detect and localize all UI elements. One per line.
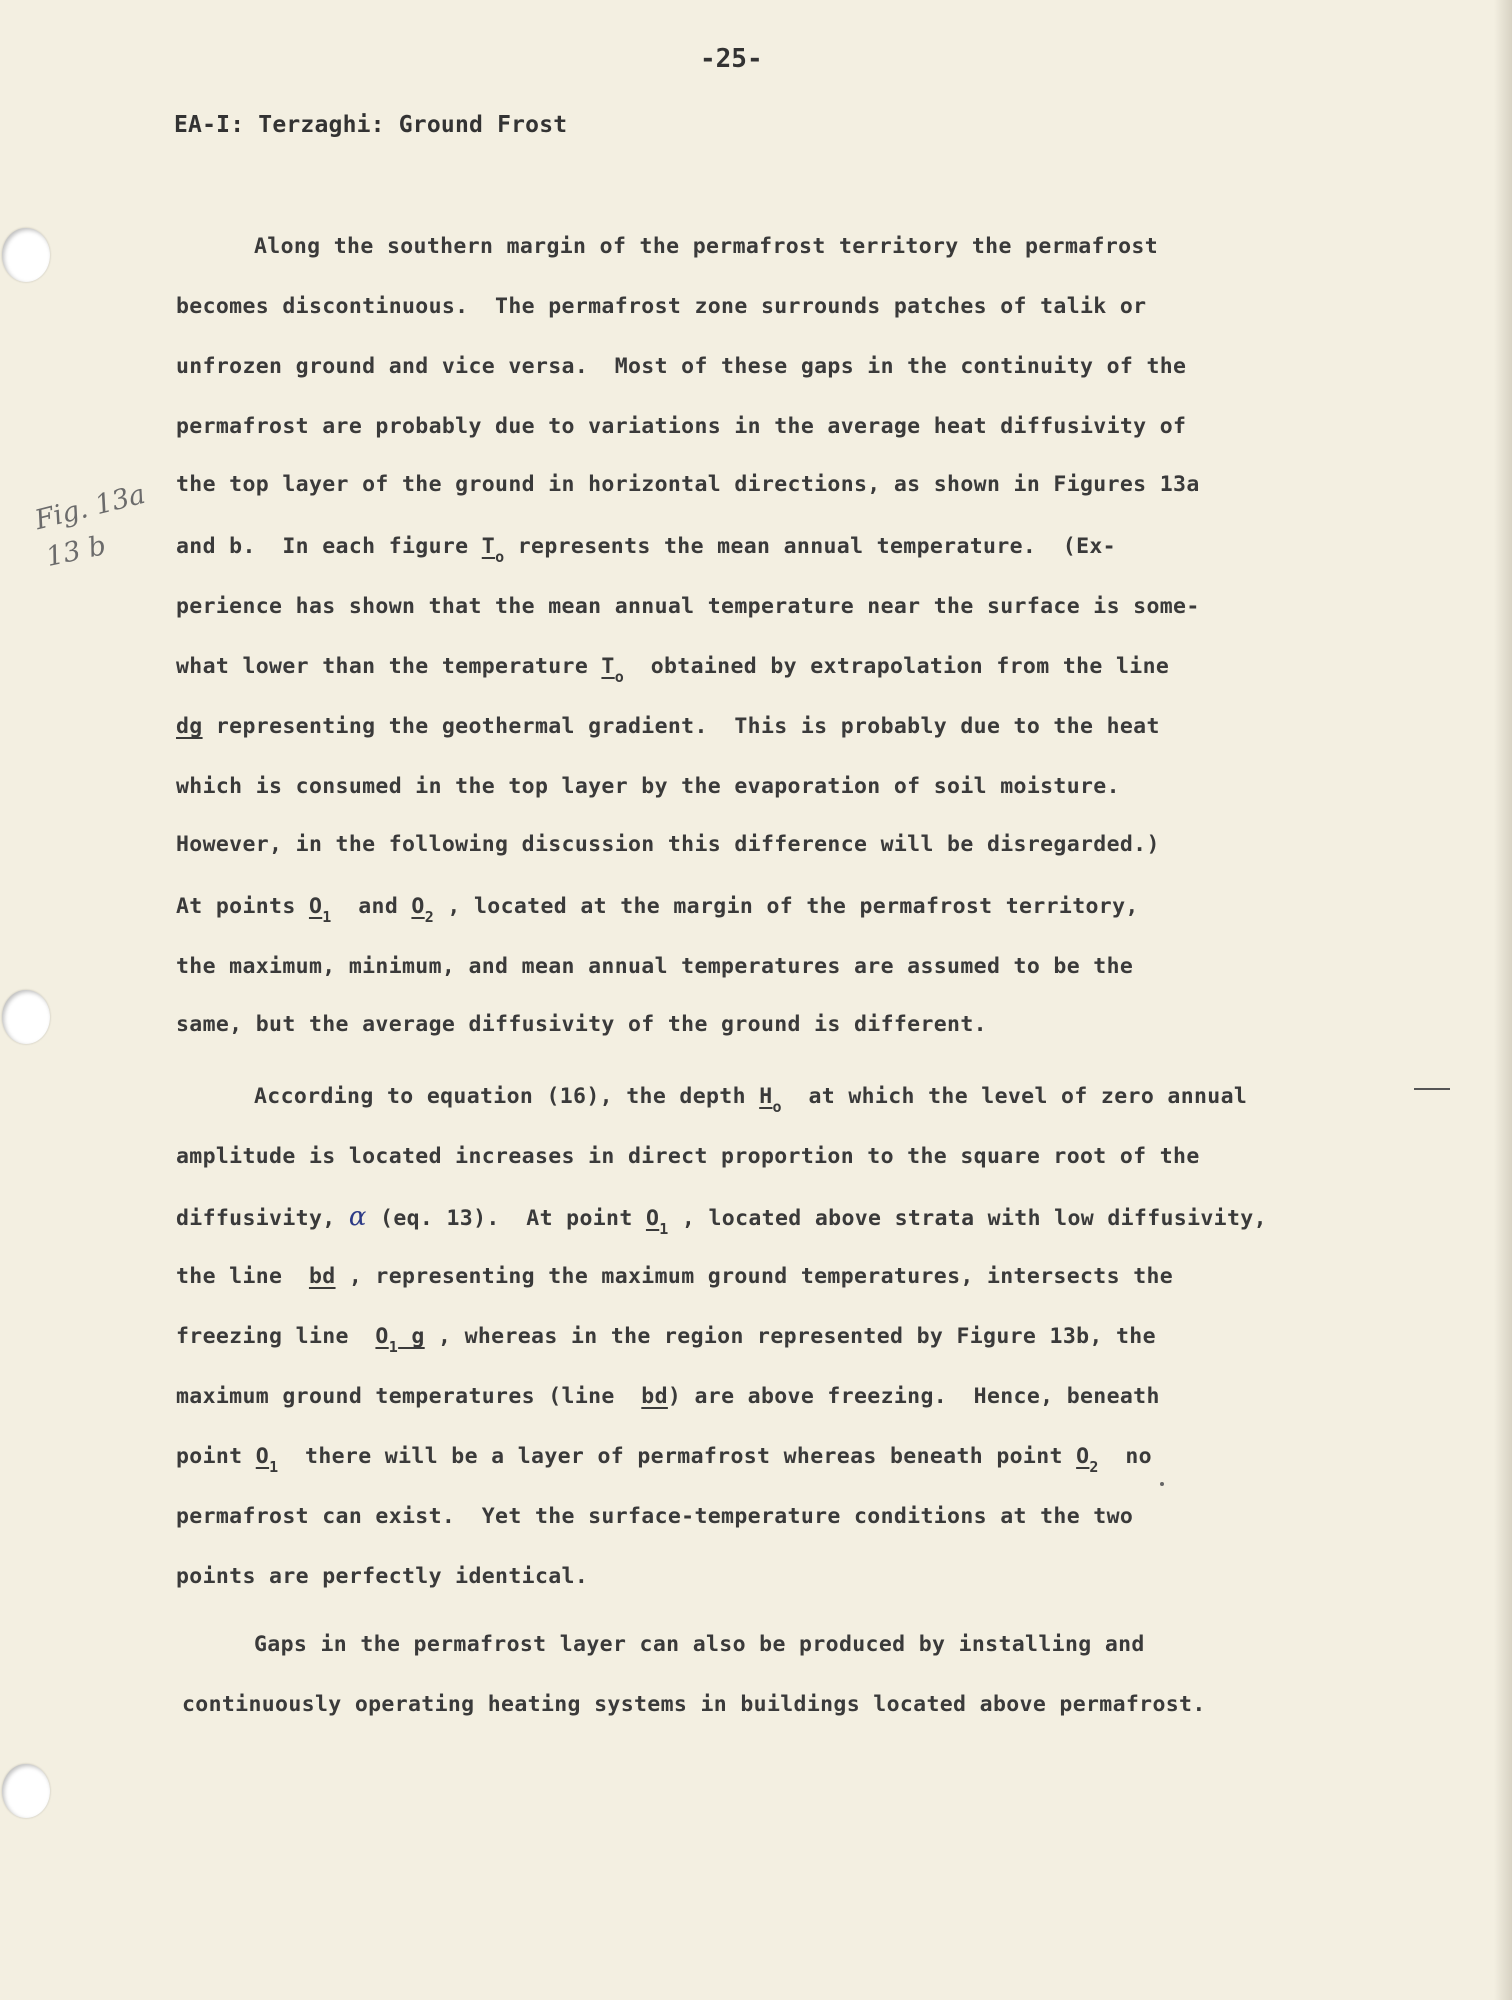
symbol-bd: bd [308, 1264, 336, 1289]
text-line: dg representing the geothermal gradient. This is probably due to the heat [176, 714, 1160, 739]
text-line: the line bd , representing the maximum ground temperatures, intersects the [176, 1264, 1174, 1289]
symbol-T: T [481, 534, 496, 559]
text-line: becomes discontinuous. The permafrost zone surrounds patches of talik or [176, 294, 1147, 319]
symbol-bd: bd [641, 1384, 668, 1409]
symbol-O1: O [308, 894, 323, 919]
text-line: continuously operating heating systems in buildings located above permafrost. [182, 1692, 1206, 1717]
text-line: and b. In each figure $T_o$ represents the mean annual temperature. (Ex- [176, 534, 1116, 566]
text-line: diffusivity, α (eq. 13). At point $O_1$ , located above strata with low diffusivity, [176, 1202, 1267, 1238]
margin-note-line2: 13 b [43, 530, 109, 573]
symbol-T: T [601, 654, 615, 679]
page-number: -25- [700, 44, 763, 74]
alpha-symbol: α [348, 1202, 367, 1232]
symbol-O2: O [411, 894, 425, 919]
symbol-O1: O [255, 1444, 270, 1469]
text-line: Gaps in the permafrost layer can also be produced by installing and [254, 1632, 1145, 1657]
text-line: permafrost can exist. Yet the surface-temperature conditions at the two [176, 1504, 1134, 1529]
text-line: amplitude is located increases in direct proportion to the square root of the [176, 1144, 1200, 1169]
binder-hole-middle [2, 990, 50, 1044]
text-line: permafrost are probably due to variations in the average heat diffusivity of [176, 414, 1187, 439]
page-edge-shadow [1494, 0, 1512, 2000]
margin-dash-mark [1414, 1088, 1450, 1090]
text-line: points are perfectly identical. [176, 1564, 589, 1589]
text-line: freezing line $O_1$ g , whereas in the region represented by Figure 13b, the [176, 1324, 1156, 1356]
text-line: Along the southern margin of the permafrost territory the permafrost [254, 234, 1158, 259]
binder-hole-top [2, 228, 50, 282]
text-line: which is consumed in the top layer by the evaporation of soil moisture. [176, 774, 1120, 799]
text-line: the top layer of the ground in horizontal directions, as shown in Figures 13a [176, 472, 1200, 497]
text-line: maximum ground temperatures (line bd) are above freezing. Hence, beneath [176, 1384, 1160, 1409]
symbol-O1: O [645, 1206, 660, 1231]
page-heading: EA-I: Terzaghi: Ground Frost [174, 112, 568, 138]
symbol-H: H [759, 1084, 773, 1109]
binder-hole-bottom [2, 1764, 50, 1818]
text-line: unfrozen ground and vice versa. Most of these gaps in the continuity of the [176, 354, 1187, 379]
text-line: point $O_1$ there will be a layer of permafrost whereas beneath point $O_2$ no [176, 1444, 1152, 1476]
text-line: At points $O_1$ and $O_2$ , located at the margin of the permafrost territory, [176, 894, 1139, 926]
text-line: what lower than the temperature $T_o$ obtained by extrapolation from the line [176, 654, 1170, 686]
margin-note-line1: Fig. 13a [31, 478, 149, 537]
symbol-dg: dg [176, 714, 203, 739]
text-line: same, but the average diffusivity of the ground is different. [176, 1012, 987, 1037]
symbol-O1: O [375, 1324, 389, 1349]
symbol-O2: O [1076, 1444, 1090, 1469]
text-line: the maximum, minimum, and mean annual temperatures are assumed to be the [176, 954, 1134, 979]
text-line: According to equation (16), the depth $H_o$ at which the level of zero annual [254, 1084, 1248, 1116]
ink-dot [1160, 1482, 1164, 1486]
text-line: However, in the following discussion this difference will be disregarded.) [176, 832, 1160, 857]
text-line: perience has shown that the mean annual temperature near the surface is some- [176, 594, 1200, 619]
